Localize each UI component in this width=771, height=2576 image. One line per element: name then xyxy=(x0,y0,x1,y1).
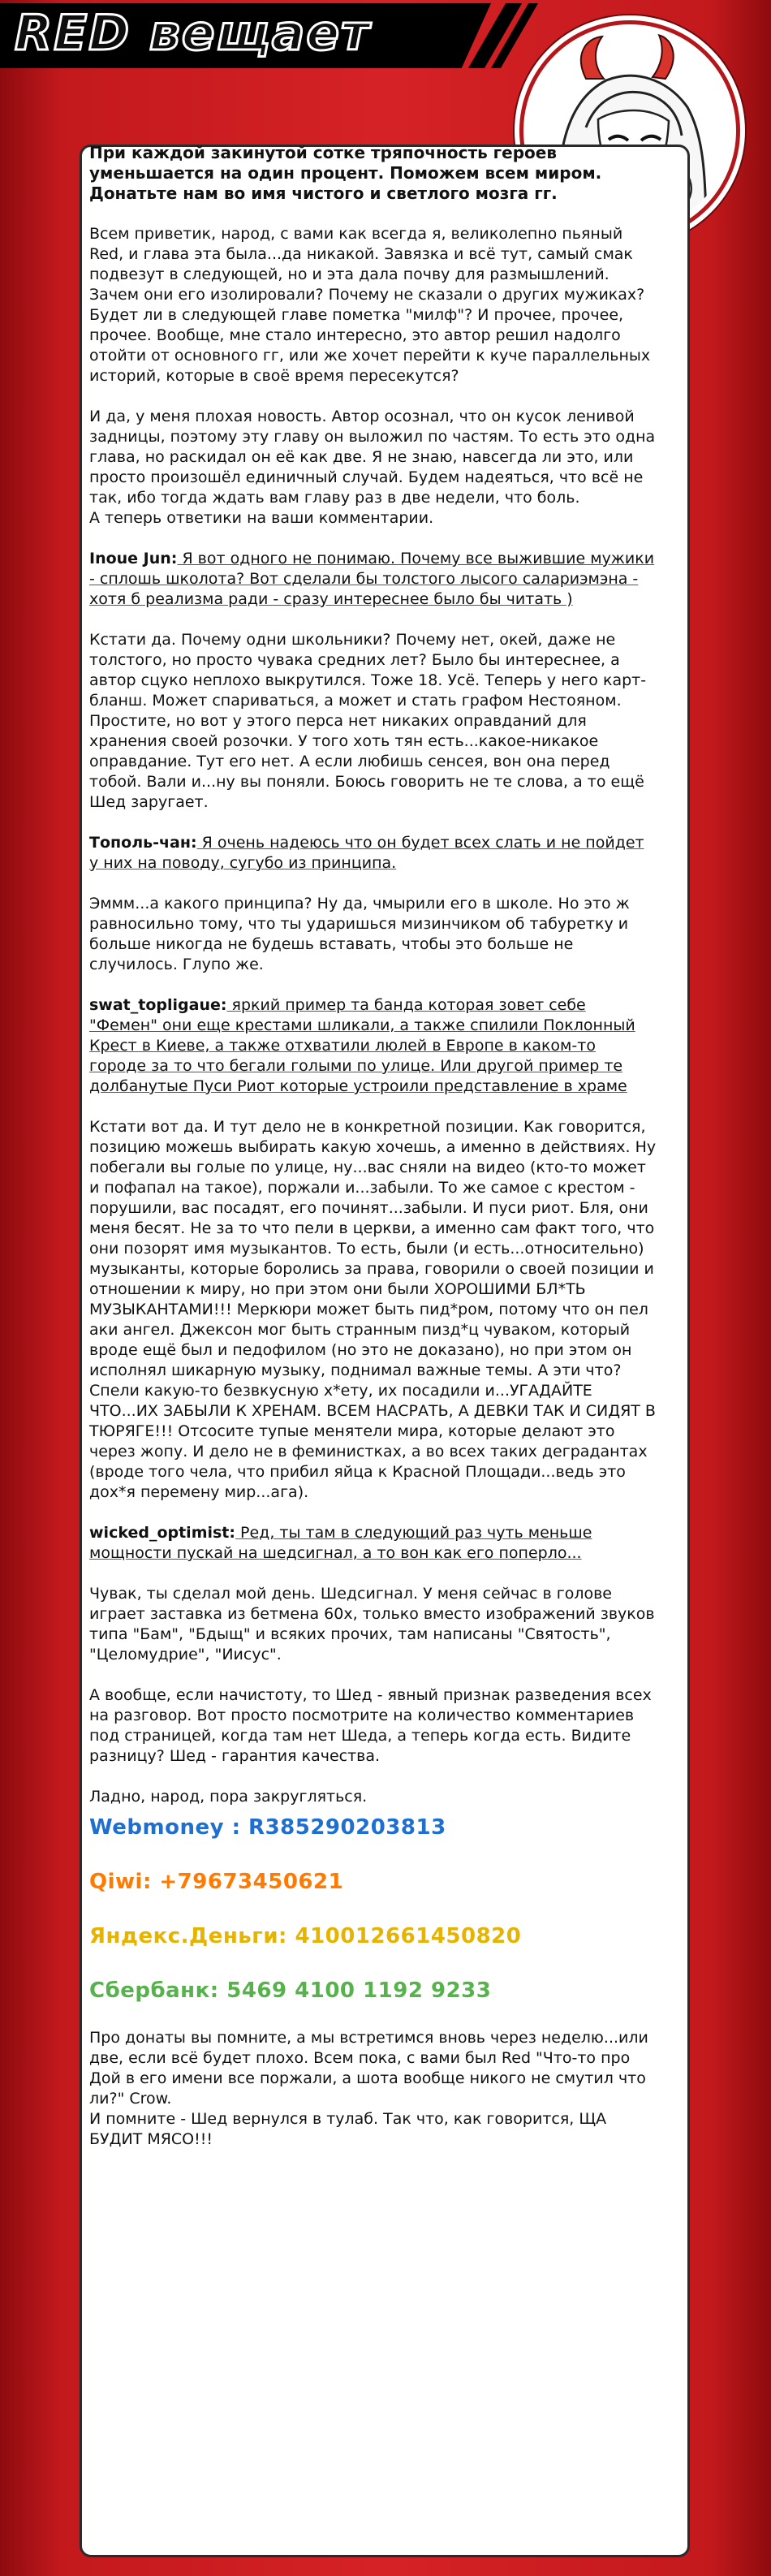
comment-author: Inoue Jun: xyxy=(89,550,178,567)
reply-paragraph: Эммм...а какого принципа? Ну да, чмырили его в школе. Но это ж равносильно тому, что ты ударишься мизинчиком об табуретку и больше никогда не будешь вставать, чтобы это больше не случилось. Глупо же. xyxy=(89,895,630,973)
paragraph: Всем приветик, народ, с вами как всегда я, великолепно пьяный Red, и глава эта была...да никакой. Завязка и всё тут, самый смак подвезут в следующей, но и эта дала почву для размышлений. Зачем они его изолировали? Почему не сказали о других мужиках? Будет ли в следующей главе пометка "милф"? И прочее, прочее, прочее. Вообще, мне стало интересно, это автор решил надолго отойти от основного гг, или же хочет перейти к куче параллельных историй, которые в своё время пересекутся? xyxy=(89,225,651,385)
post-content xyxy=(89,143,657,2170)
comment-text: яркий пример та банда которая зовет себе "Фемен" они еще крестами шликали, а также спилили Поклонный Крест в Киеве, а также отхватили люлей в Европе в каком-то городе за то что бегали голыми по улице. Или другой пример те долбанутые Пуси Риот которые устроили представление в храме xyxy=(89,996,635,1095)
comment-author: wicked_optimist: xyxy=(89,1524,235,1542)
intro-text: При каждой закинутой сотке тряпочность героев уменьшается на один процент. Поможем всем миром. Донатьте нам во имя чистого и светлого мозга гг. xyxy=(89,143,602,203)
qiwi-link[interactable]: Qiwi: +79673450621 xyxy=(89,1870,344,1894)
comment-quote xyxy=(89,833,657,874)
reply-paragraph: Кстати вот да. И тут дело не в конкретной позиции. Как говорится, позицию можешь выбирать какую хочешь, а именно в действиях. Ну побегали вы голые по улице, ну...вас сняли на видео (кто-то может и пофапал на такое), поржали и...забыли. То же самое с крестом - порушили, вас посадят, его починят...забыли. И пуси риот. Бля, они меня бесят. Не за то что пели в церкви, а именно сам факт того, что они позорят имя музыкантов. То есть, были (и есть...относительно) музыканты, которые боролись за права, говорили о своей позиции и отношении к миру, но при этом они были ХОРОШИМИ БЛ*ТЬ МУЗЫКАНТАМИ!!! Меркюри может быть пид*ром, потому что он пел аки ангел. Джексон мог быть странным пизд*ц чуваком, который вроде ещё был и педофилом (но это не доказано), но при этом он исполнял шикарную музыку, поднимал важные темы. А эти что? Спели какую-то безвкусную х*ету, их посадили и...УГАДАЙТЕ ЧТО...ИХ ЗАБЫЛИ К ХРЕНАМ. ВСЕМ НАСРАТЬ, А ДЕВКИ ТАК И СИДЯТ В ТЮРЯГЕ!!! Отсосите тупые менятели мира, которые делают это через жопу. И дело не в феминистках, а во всех таких деградантах (вроде того чела, что прибил яйца к Красной Площади...ведь это дох*я перемену мир...ага). xyxy=(89,1118,657,1501)
comment-quote xyxy=(89,1523,657,1564)
comment-text: Я вот одного не понимаю. Почему все выжившие мужики - сплошь школота? Вот сделали бы толстого лысого салариэмэна - хотя б реализма ради - сразу интереснее было бы читать ) xyxy=(89,550,655,608)
comment-quote xyxy=(89,995,657,1097)
comment-text: Ред, ты там в следующий раз чуть меньше мощности пускай на шедсигнал, а то вон как его поперло... xyxy=(89,1524,592,1562)
outro-text: Про донаты вы помните, а мы встретимся вновь через неделю...или две, если всё будет плохо. Всем пока, с вами был Red "Что-то про Дой в его имени все поржали, а шота вообще никого не смутил что ли?" Crow. И помните - Шед вернулся в тулаб. Так что, как говорится, ЩА БУДИТ МЯСО!!! xyxy=(89,2029,648,2148)
closing-text: Ладно, народ, пора закругляться. xyxy=(89,1788,368,1806)
sberbank-link[interactable]: Сбербанк: 5469 4100 1192 9233 xyxy=(89,1978,492,2003)
comment-author: swat_topligaue: xyxy=(89,996,227,1014)
yandex-money-link[interactable]: Яндекс.Деньги: 410012661450820 xyxy=(89,1924,522,1948)
comment-quote xyxy=(89,549,657,610)
reply-paragraph: А вообще, если начистоту, то Шед - явный признак разведения всех на разговор. Вот просто посмотрите на количество комментариев под страницей, когда там нет Шеда, а теперь когда есть. Видите разницу? Шед - гарантия качества. xyxy=(89,1686,652,1765)
webmoney-link[interactable]: Webmoney : R385290203813 xyxy=(89,1815,446,1840)
comment-author: Тополь-чан: xyxy=(89,834,197,852)
reply-paragraph: Кстати да. Почему одни школьники? Почему нет, окей, даже не толстого, но просто чувака средних лет? Было бы интереснее, а автор сцуко неплохо выкрутился. Тоже 18. Усё. Теперь у него карт-бланш. Может спариваться, а может и стать графом Нестояном. Простите, но вот у этого перса нет никаких оправданий для хранения своей розочки. У того хоть тян есть...какое-никакое оправдание. Тут его нет. А если любишь сенсея, вон она перед тобой. Вали и...ну вы поняли. Боюсь говорить не те слова, а то ещё Шед заругает. xyxy=(89,631,647,811)
header-title: RED вещает xyxy=(15,5,371,62)
reply-paragraph: Чувак, ты сделал мой день. Шедсигнал. У меня сейчас в голове играет заставка из бетмена 60х, только вместо изображений звуков типа "Бам", "Бдыщ" и всяких прочих, там написаны "Святость", "Целомудрие", "Иисус". xyxy=(89,1585,655,1663)
paragraph: И да, у меня плохая новость. Автор осознал, что он кусок ленивой задницы, поэтому эту главу он выложил по частям. То есть это одна глава, но раскидал он её как две. Я не знаю, навсегда ли это, или просто произошёл единичный случай. Будем надеяться, что всё не так, ибо тогда ждать вам главу раз в две недели, что боль. А теперь ответики на ваши комментарии. xyxy=(89,408,656,527)
comment-text: Я очень надеюсь что он будет всех слать и не пойдет у них на поводу, сугубо из принципа. xyxy=(89,834,644,872)
